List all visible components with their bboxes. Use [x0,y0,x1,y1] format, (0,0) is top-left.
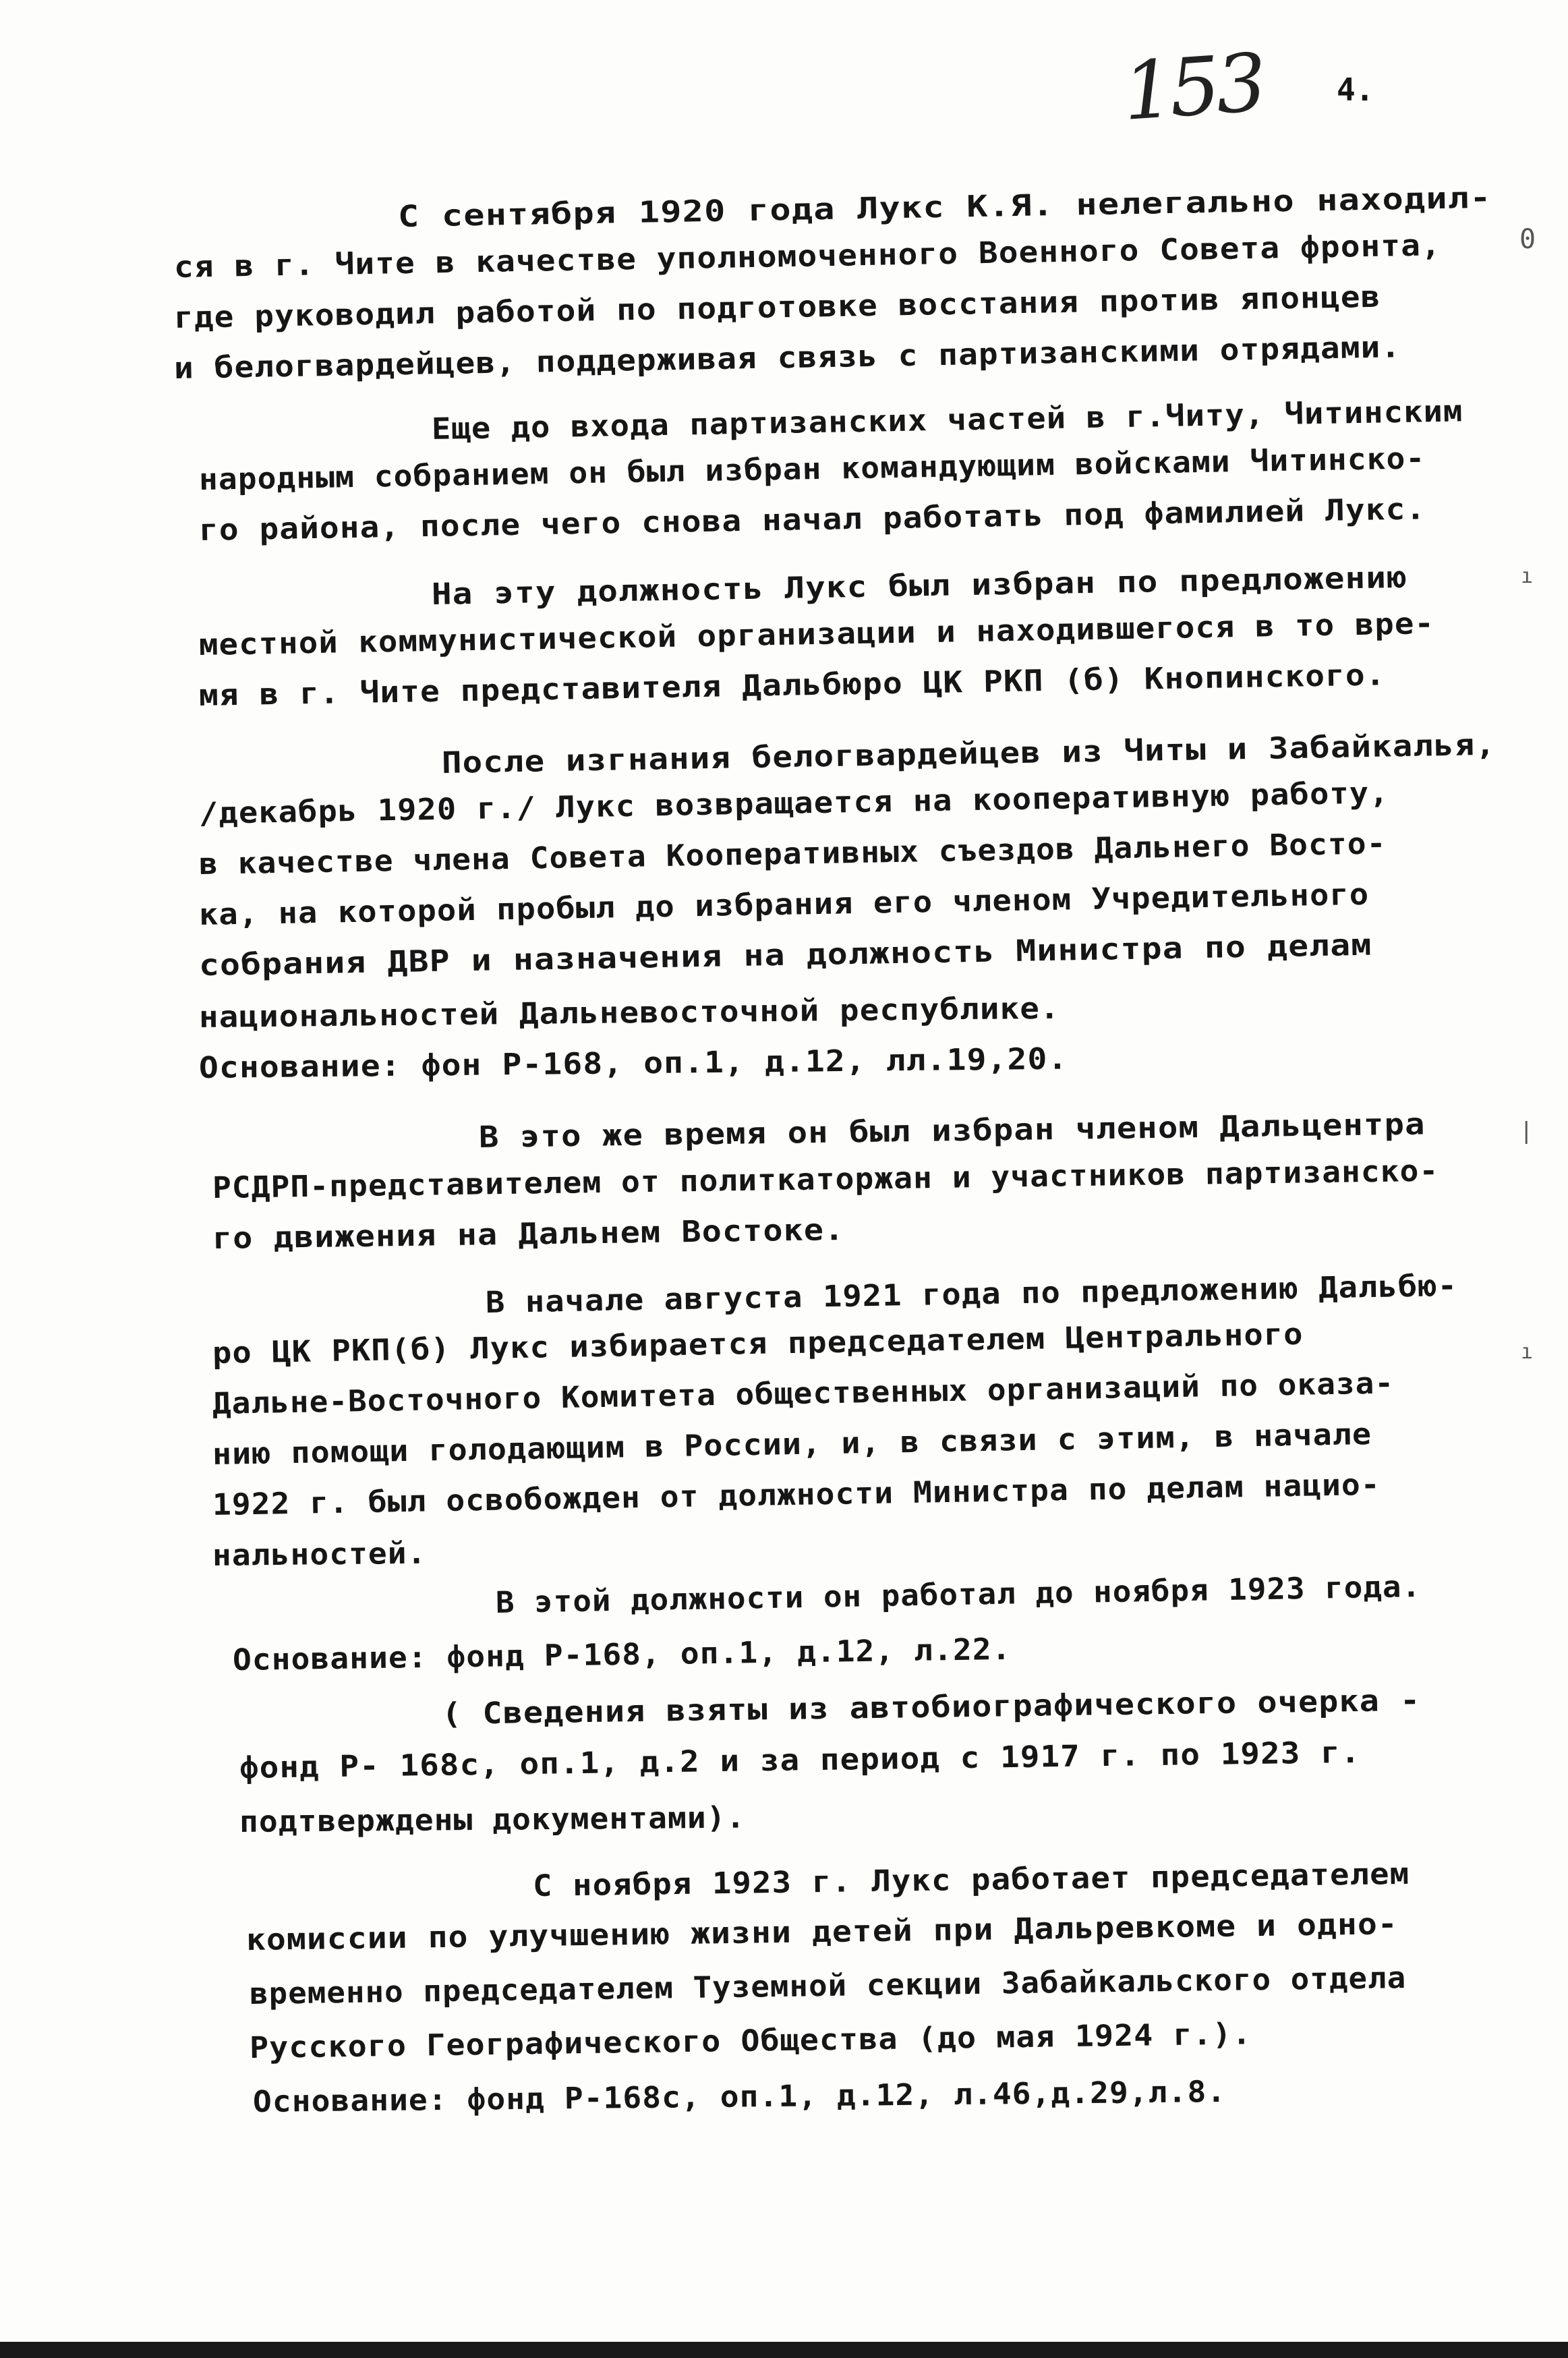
text-line: ( Сведения взяты из автобиографического очерка - [441,1683,1421,1731]
text-line: го района, после чего снова начал работать под фамилией Лукс. [198,492,1426,548]
text-line: го движения на Дальнем Востоке. [212,1212,845,1256]
text-line: где руководил работой по подготовке восстания против японцев [173,279,1381,335]
text-line: комиссии по улучшению жизни детей при Дальревкоме и одно- [245,1907,1399,1957]
text-line: ся в г. Чите в качестве уполномоченного Военного Совета фронта, [173,228,1442,285]
text-line: ро ЦК РКП(б) Лукс избирается председателем Центрального [212,1317,1304,1371]
text-line: На эту должность Лукс был избран по предложению [431,560,1408,612]
text-line: подтверждены документами). [239,1800,746,1839]
text-line: мя в г. Чите представителя Дальбюро ЦК РКП (б) Кнопинского. [198,658,1386,713]
text-line: собрания ДВР и назначения на должность Министра по делам [198,927,1372,983]
margin-mark: 0 [1519,224,1536,255]
text-line: После изгнания белогвардейцев из Читы и Забайкалья, [441,727,1497,780]
text-line: Русского Географического Общества (до мая 1924 г.). [249,2017,1252,2065]
text-line: В этой должности он работал до ноября 1923 года. [495,1570,1422,1620]
text-line: Еще до входа партизанских частей в г.Читу, Читинским [431,394,1463,447]
text-line: РСДРП-представителем от политкаторжан и участников партизанско- [212,1153,1439,1205]
text-line: и белогвардейцев, поддерживая связь с партизанскими отрядами. [173,330,1401,386]
text-line: С сентября 1920 года Лукс К.Я. нелегально находил- [397,180,1492,234]
text-line: нию помощи голодающим в России, и, в связи с этим, в начале [212,1416,1372,1472]
text-line: нальностей. [212,1536,427,1573]
text-line: в качестве члена Совета Кооперативных съездов Дальнего Восто- [198,826,1387,882]
text-line: /декабрь 1920 г./ Лукс возвращается на кооперативную работу, [198,776,1390,831]
text-line: Основание: фонд Р-168с, оп.1, д.12, л.46,д.29,л.8. [252,2074,1227,2119]
handwritten-folio-number: 153 [1120,35,1266,139]
text-line: национальностей Дальневосточной республике. [198,991,1060,1035]
text-line: В это же время он был избран членом Дальцентра [478,1107,1426,1155]
page-number: 4. [1337,71,1374,108]
text-line: временно председателем Туземной секции Забайкальского отдела [249,1961,1407,2011]
text-line: Основание: фон Р-168, оп.1, д.12, лл.19,20. [198,1041,1068,1085]
text-line: народным собранием он был избран командующим войсками Читинско- [198,441,1426,497]
text-line: ка, на которой пробыл до избрания его членом Учредительного [198,877,1370,932]
text-line: фонд Р- 168с, оп.1, д.2 и за период с 1917 г. по 1923 г. [239,1735,1361,1785]
text-line: С ноября 1923 г. Лукс работает председателем [532,1856,1410,1903]
text-line: местной коммунистической организации и находившегося в то вре- [198,606,1435,662]
scan-bottom-edge [0,2342,1568,2358]
text-line: В начале августа 1921 года по предложению Дальбю- [485,1268,1458,1320]
margin-mark: ı [1521,565,1534,588]
text-line: 1922 г. был освобожден от должности Министра по делам нацио- [212,1467,1381,1522]
text-line: Основание: фонд Р-168, оп.1, д.12, л.22. [232,1632,1012,1677]
text-line: Дальне-Восточного Комитета общественных организаций по оказа- [212,1366,1395,1421]
margin-mark: | [1519,1118,1534,1145]
margin-mark: ı [1521,1340,1534,1364]
